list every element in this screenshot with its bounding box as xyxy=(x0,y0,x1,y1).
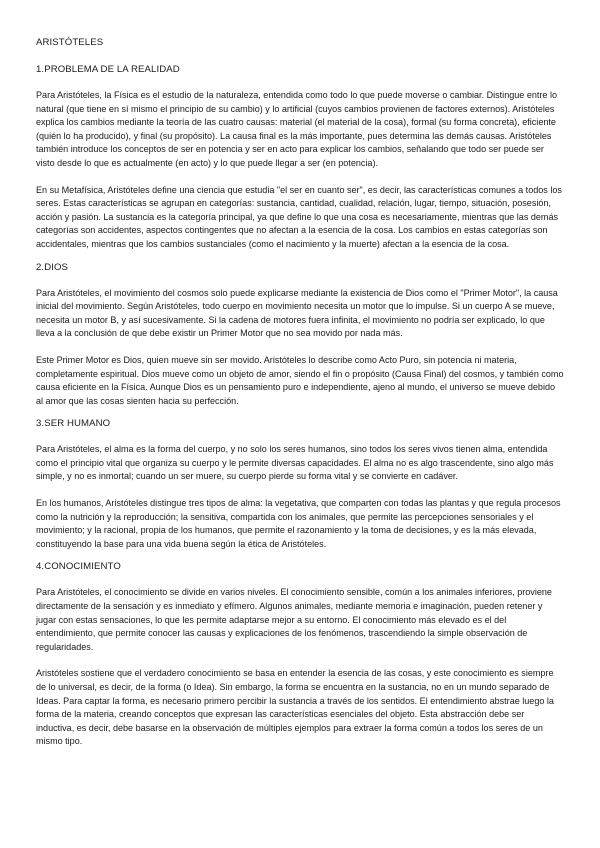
paragraph: Para Aristóteles, la Física es el estudio de la naturaleza, entendida como todo lo que puede moverse o cambiar. Distingue entre lo natural (que tiene en sí mismo el principio de su cambio) y lo artificial (cuyos cambios provienen de factores externos). Aristóteles explica los cambios mediante la teoría de las cuatro causas: material (el material de la cosa), formal (su forma concreta), eficiente (quién lo ha producido), y final (su propósito). La causa final es la más importante, pues determina las demás causas. Aristóteles también introduce los conceptos de ser en potencia y ser en acto para explicar los cambios, señalando que todo ser puede ser visto desde lo que es actualmente (en acto) y lo que puede llegar a ser (en potencia). xyxy=(36,90,558,168)
paragraph: En los humanos, Aristóteles distingue tres tipos de alma: la vegetativa, que comparten con todas las plantas y que regula procesos como la nutrición y la reproducción; la sensitiva, compartida con los animales, que permite las percepciones sensoriales y el movimiento; y la racional, propia de los humanos, que permite el razonamiento y la toma de decisiones, y es la más elevada, constituyendo la base para una vida buena según la ética de Aristóteles. xyxy=(36,498,561,549)
section-ser-humano xyxy=(36,418,564,551)
paragraph: En su Metafísica, Aristóteles define una ciencia que estudia "el ser en cuanto ser", es decir, las características comunes a todos los seres. Estas características se agrupan en categorías: sustancia, cantidad, cualidad, relación, lugar, tiempo, situación, posesión, acción y pasión. La sustancia es la categoría principal, ya que define lo que una cosa es necesariamente, mientras que las demás categorías son accidentes, aspectos contingentes que no afectan a la esencia de la cosa. Los cambios en estas categorías son accidentales, mientras que los cambios sustanciales (como el nacimiento y la muerte) afectan a la esencia de la cosa. xyxy=(36,184,562,249)
paragraph: Aristóteles sostiene que el verdadero conocimiento se basa en entender la esencia de las cosas, y este conocimiento es siempre de lo universal, es decir, de la forma (o Idea). Sin embargo, la forma se encuentra en la sustancia, no en un mundo separado de Ideas. Para captar la forma, es necesario primero percibir la sustancia a través de los sentidos. El entendimiento abstrae luego la forma de la materia, creando conceptos que expresan las características esenciales del objeto. Esta abstracción debe ser inductiva, es decir, debe basarse en la observación de múltiples ejemplos para extraer la forma común a todos los seres de un mismo tipo. xyxy=(36,668,554,747)
paragraph: Este Primer Motor es Dios, quien mueve sin ser movido. Aristóteles lo describe como Acto Puro, sin potencia ni materia, completamente espiritual. Dios mueve como un objeto de amor, siendo el fin o propósito (Causa Final) del cosmos, y también como causa eficiente en la Física. Aunque Dios es un pensamiento puro e independiente, ajeno al mundo, el universo se mueve debido al amor que las cosas sienten hacia su perfección. xyxy=(36,354,564,406)
section-heading: 4.CONOCIMIENTO xyxy=(36,561,121,573)
section-conocimiento xyxy=(36,561,564,749)
section-dios xyxy=(36,262,564,409)
paragraph: Para Aristóteles, el movimiento del cosmos solo puede explicarse mediante la existencia de Dios como el "Primer Motor", la causa inicial del movimiento. Según Aristóteles, todo cuerpo en movimiento necesita un motor que lo impulse. Si un cuerpo A se mueve, necesita un motor B, y así sucesivamente. Si la cadena de motores fuera infinita, el movimiento no podría ser explicado, lo que lleva a la conclusión de que debe existir un Primer Motor que no sea movido por nada más. xyxy=(36,287,558,339)
document-title: ARISTÓTELES xyxy=(36,37,104,48)
section-heading: 2.DIOS xyxy=(36,261,69,273)
paragraph: Para Aristóteles, el alma es la forma del cuerpo, y no solo los seres humanos, sino todos los seres vivos tienen alma, entendida como el principio vital que organiza su cuerpo y le permite diversas capacidades. El alma no es algo trascendente, sino algo más simple, y no es inmortal; cuando un ser muere, su cuerpo pierde su forma vital y se convierte en cadáver. xyxy=(36,444,554,482)
section-heading: 3.SER HUMANO xyxy=(36,418,111,430)
section-heading: 1.PROBLEMA DE LA REALIDAD xyxy=(36,64,180,75)
section-problema-de-la-realidad xyxy=(36,64,564,252)
paragraph: Para Aristóteles, el conocimiento se divide en varios niveles. El conocimiento sensible, común a los animales inferiores, proviene directamente de la sensación y es inmediato y efímero. Algunos animales, mediante memoria e imaginación, pueden retener y jugar con estas sensaciones, lo que les permite adaptarse mejor a su entorno. El conocimiento más elevado es el del entendimiento, que permite conocer las causas y explicaciones de los fenómenos, trascendiendo la simple observación de regularidades. xyxy=(36,587,552,652)
